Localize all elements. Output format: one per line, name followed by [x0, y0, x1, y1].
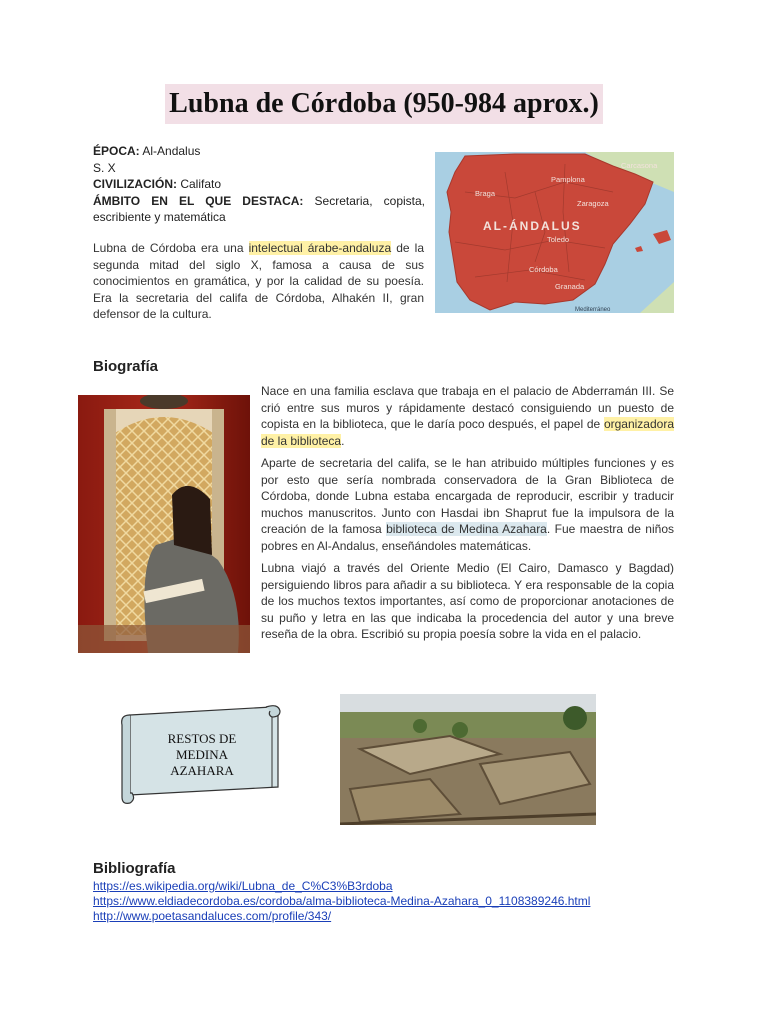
bibliography-list — [93, 879, 590, 924]
bio-p2-end: . Fue maestra de niños pobres en Al-Andalus, enseñándoles matemáticas. — [261, 522, 674, 553]
map-city-label: Pamplona — [551, 175, 585, 184]
ruins-tree-1 — [563, 706, 587, 730]
civilizacion-label: CIVILIZACIÓN: — [93, 177, 177, 191]
ruins-tree-3 — [452, 722, 468, 738]
medina-azahara-ruins-photo — [340, 694, 596, 825]
map-graphic — [435, 152, 674, 313]
al-andalus-map — [435, 152, 674, 313]
intro-highlight: intelectual árabe-andaluza — [248, 241, 392, 255]
bio-p1-end: . — [341, 433, 345, 448]
epoca-line — [93, 143, 425, 160]
biography-paragraph-1 — [261, 383, 674, 449]
bio-p1-highlight: organizadora de la biblioteca — [261, 417, 674, 448]
intro-text-2: de la segunda mitad del siglo X, famosa a causa de sus conocimientos en gramática, y por la calidad de su poesía. Era la secretaria del califa de Córdoba, Alhakén II, gran defensor de la cultura. — [93, 241, 424, 322]
portrait-left-column — [104, 409, 116, 641]
portrait-floor — [78, 625, 250, 653]
ambito-label: ÁMBITO EN EL QUE DESTACA: — [93, 193, 304, 208]
map-sea-label: Mediterráneo — [575, 307, 611, 313]
map-city-label: Zaragoza — [577, 199, 609, 208]
intro-paragraph — [93, 240, 424, 323]
epoca-label: ÉPOCA: — [93, 144, 140, 158]
bio-p1-text: Nace en una familia esclava que trabaja en el palacio de Abderramán III. Se crió entre sus muros y rápidamente destacó consiguiendo un puesto de copista en la biblioteca, que le daría poco después, el papel de — [261, 384, 674, 431]
bio-p2-highlight: biblioteca de Medina Azahara — [386, 522, 547, 536]
info-block — [93, 143, 425, 226]
bibliography-link-poetasandaluces[interactable]: http://www.poetasandaluces.com/profile/343/ — [93, 909, 332, 923]
page-title: Lubna de Córdoba (950-984 aprox.) — [165, 84, 603, 124]
map-city-label: Braga — [475, 189, 496, 198]
scroll-caption-line-3: AZAHARA — [170, 763, 234, 778]
siglo-line: S. X — [93, 160, 116, 175]
ruins-graphic — [340, 694, 596, 825]
intro-text-1: Lubna de Córdoba era una — [93, 241, 249, 255]
bibliography-link-wikipedia[interactable]: https://es.wikipedia.org/wiki/Lubna_de_C%C3%B3rdoba — [93, 879, 393, 893]
biography-paragraph-2 — [261, 455, 674, 554]
map-city-label: Carcasona — [621, 161, 658, 170]
scroll-caption-line-2: MEDINA — [176, 747, 228, 762]
biography-paragraph-3: Lubna viajó a través del Oriente Medio (El Cairo, Damasco y Bagdad) persiguiendo libros para añadir a su biblioteca. Y era responsable de la copia de los muchos textos importantes, así como de proporcionar anotaciones de su puño y letra en las que indicaba la procedencia del autor y una breve reseña de la obra. Escribió su propia poesía sobre la vida en el palacio. — [261, 561, 674, 641]
civilizacion-line — [93, 176, 425, 193]
ambito-value: Secretaria, copista, escribiente y matemática — [93, 193, 425, 224]
bibliography-link-eldiadecordoba[interactable]: https://www.eldiadecordoba.es/cordoba/alma-biblioteca-Medina-Azahara_0_1108389246.html — [93, 894, 591, 908]
portrait-figure-hair — [172, 486, 212, 555]
biography-heading: Biografía — [93, 358, 159, 375]
ambito-line — [93, 193, 425, 226]
bio-p2-text: Aparte de secretaria del califa, se le han atribuido múltiples funciones y es por esto que sería nombrada conservadora de la Gran Biblioteca de Córdoba, donde Lubna estaba encargada de reproducir, escribir y traducir muchos manuscritos. Junto con Hasdai ibn Shaprut fue la impulsora de la creación de la famosa — [261, 456, 674, 536]
bibliography-heading: Bibliografía — [93, 860, 176, 877]
scroll-caption-line-1: RESTOS DE — [167, 731, 237, 746]
map-main-label: AL-ÁNDALUS — [483, 219, 582, 233]
ruins-fields — [340, 712, 596, 742]
portrait-graphic — [78, 395, 250, 653]
map-city-label: Córdoba — [529, 265, 558, 274]
scroll-caption — [150, 731, 254, 779]
title-container — [0, 84, 768, 124]
map-city-label: Toledo — [547, 235, 570, 244]
epoca-value: Al-Andalus — [142, 144, 201, 158]
biography-text — [261, 383, 674, 649]
lubna-portrait — [78, 395, 250, 653]
civilizacion-value: Califato — [180, 177, 222, 191]
ruins-tree-2 — [413, 719, 427, 733]
map-city-label: Granada — [555, 282, 585, 291]
